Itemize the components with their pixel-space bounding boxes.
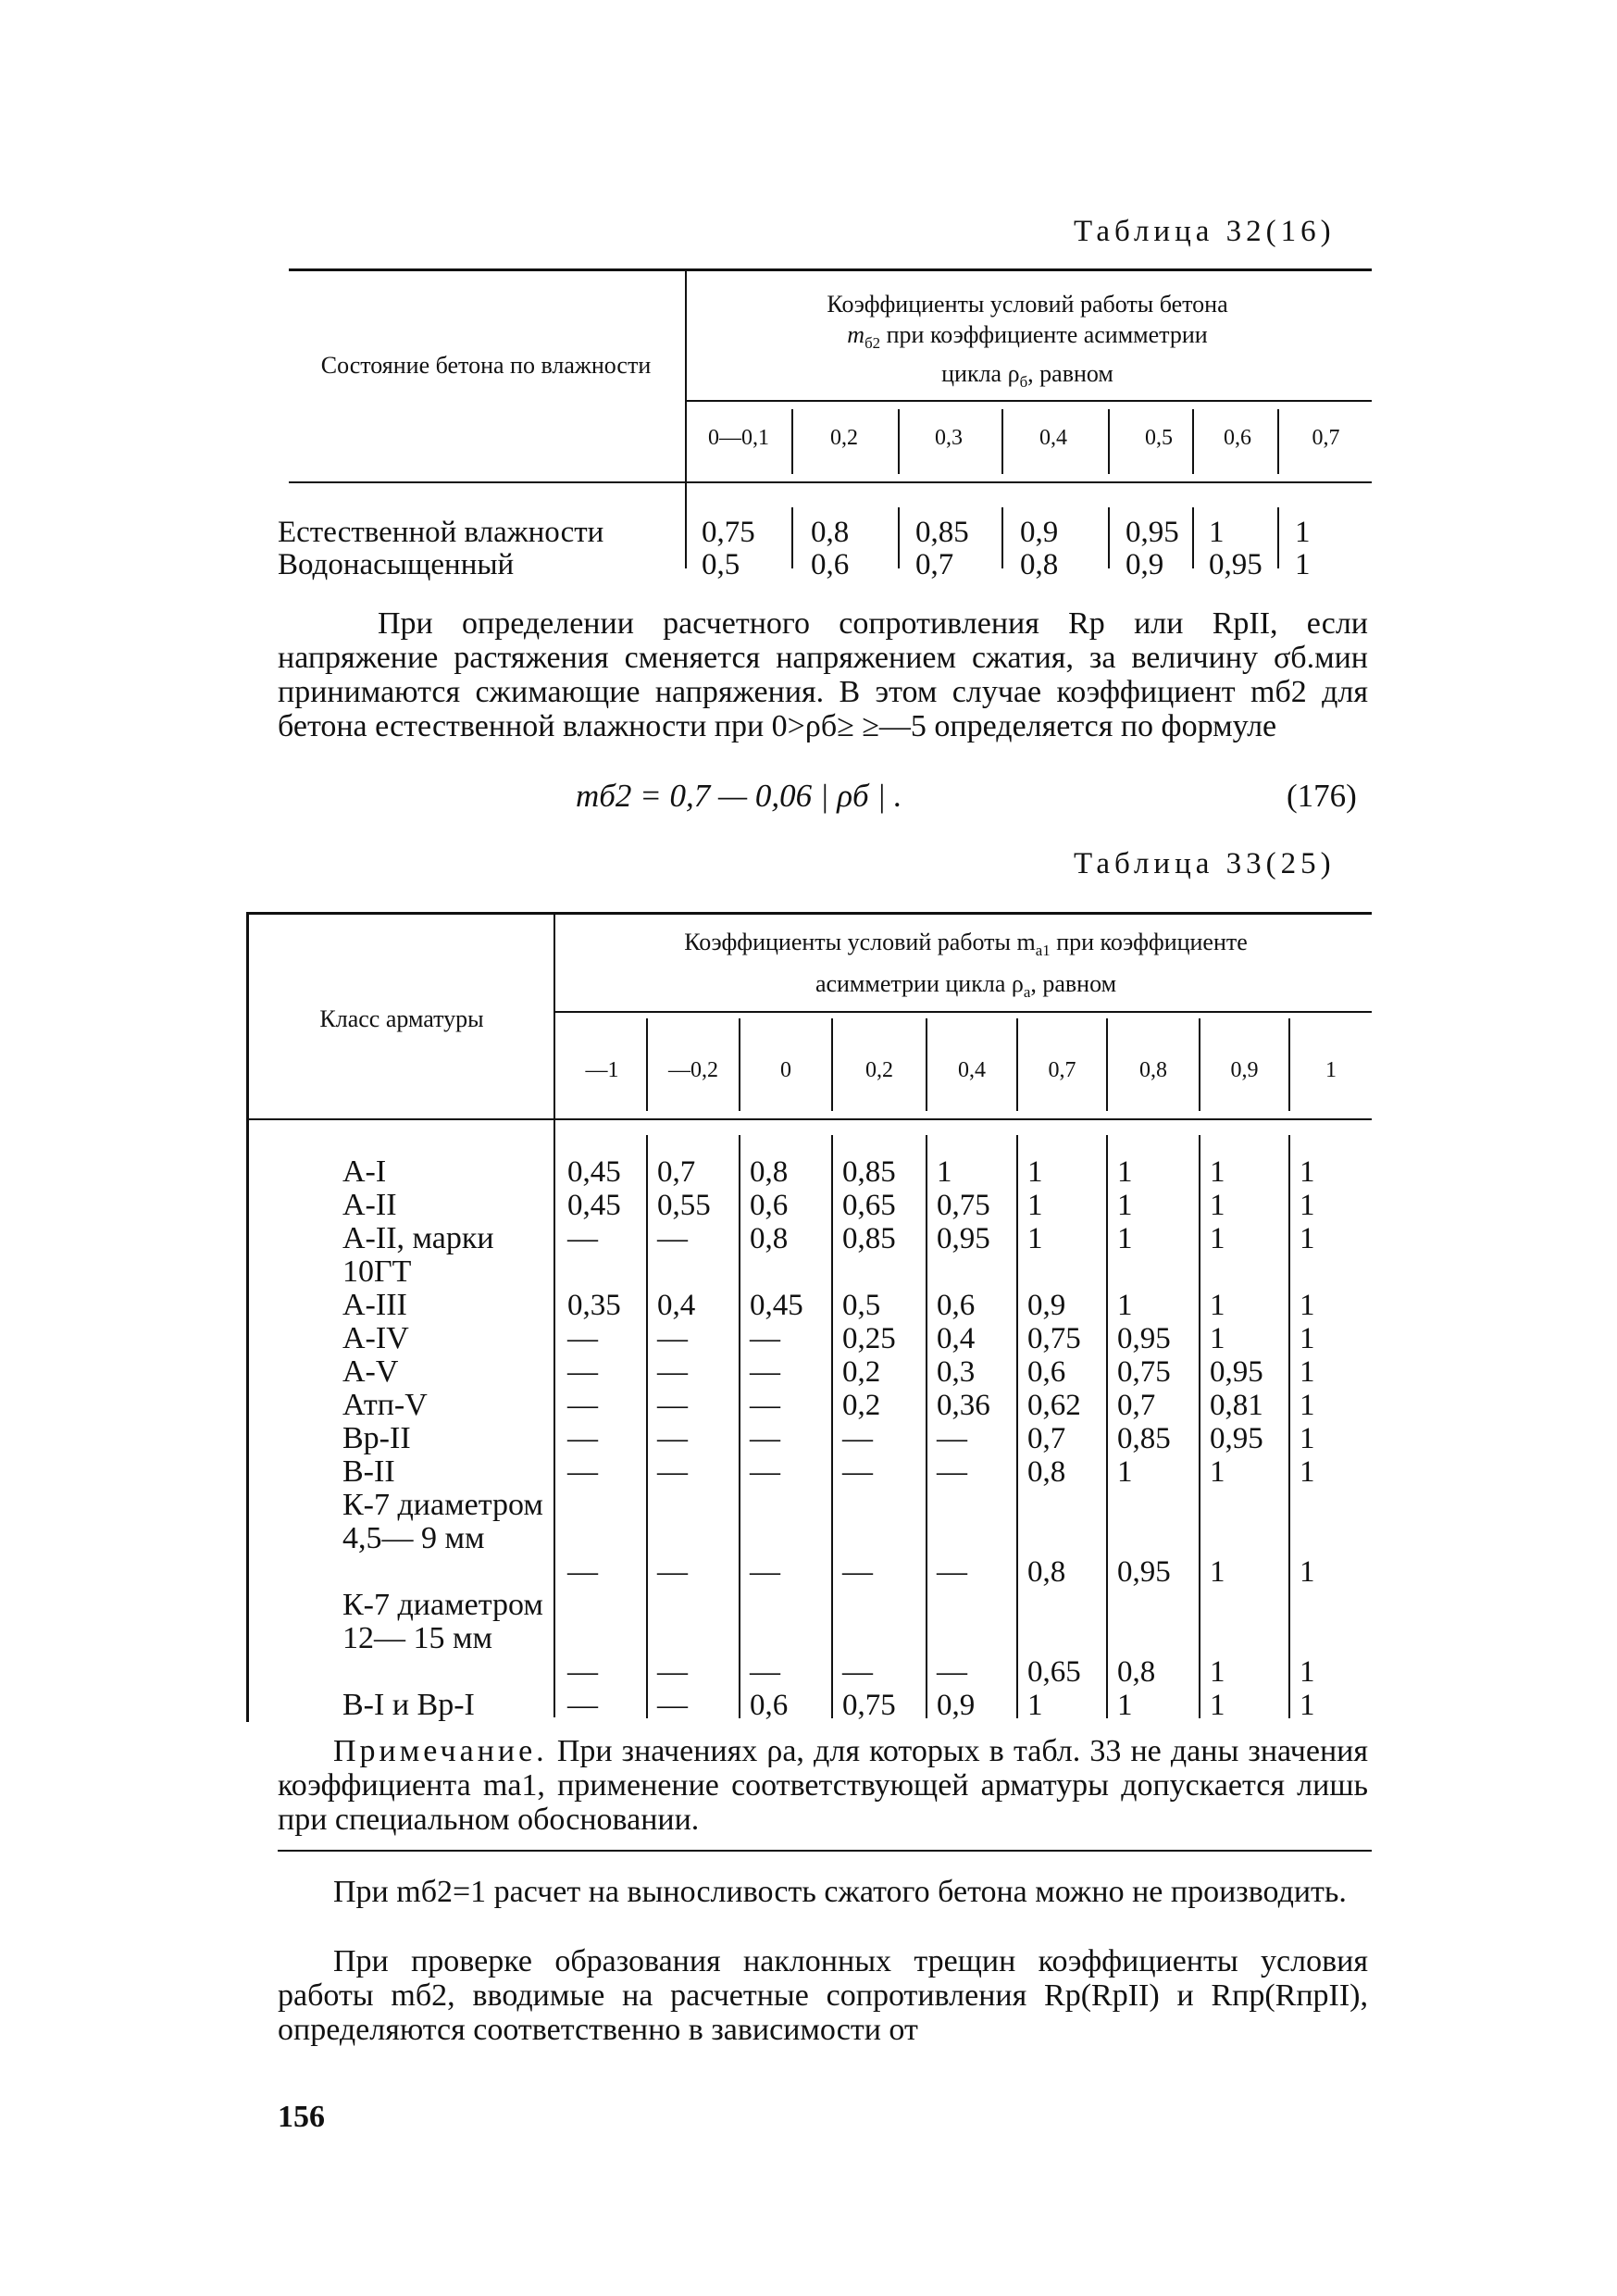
table32-cell: 0,8 — [1020, 548, 1059, 581]
table33-cell: — — [657, 1689, 688, 1722]
table32-header-bottom-rule — [289, 481, 1372, 483]
table33-cell: 1 — [1210, 1689, 1225, 1722]
table32-col-header: 0,7 — [1312, 426, 1340, 450]
table33-cell: 1 — [1210, 1222, 1225, 1255]
note-text: При значениях ρа, для которых в табл. 33 не даны значения коэффициента mа1, применение соответствующей арматуры допускается лишь при специальном обосновании. — [278, 1734, 1369, 1837]
table33-row-label: К-7 диаметром 4,5— 9 мм — [342, 1488, 543, 1555]
table33-cell: 0,9 — [937, 1689, 976, 1722]
table33-cell: 1 — [1117, 1289, 1133, 1322]
table32-row-label: Естественной влажности — [278, 516, 604, 549]
table33-cell: 0,85 — [1117, 1422, 1171, 1455]
table33-row-label: В-II — [342, 1454, 395, 1489]
table33-col-divider-header — [1016, 1018, 1018, 1111]
table33-col-divider-body — [646, 1135, 648, 1718]
table33-cell: 0,36 — [937, 1389, 990, 1422]
table33-col-header: 1 — [1325, 1058, 1337, 1082]
table32-col-divider-header — [898, 409, 900, 474]
table33-col-divider-header — [831, 1018, 833, 1111]
table33-cell: 1 — [1117, 1189, 1133, 1222]
table32-cell: 0,95 — [1126, 516, 1179, 549]
table33-cell: 1 — [1210, 1455, 1225, 1489]
table33-m-sub: а1 — [1035, 942, 1051, 960]
table32-cell: 0,9 — [1020, 516, 1059, 549]
table33-cell: 0,25 — [842, 1322, 896, 1355]
table33-cell: — — [750, 1389, 780, 1422]
table33-cell: 0,8 — [1027, 1455, 1066, 1489]
table33-cell: — — [567, 1655, 598, 1689]
table32-col-header: 0—0,1 — [708, 426, 769, 450]
table33-col-header: 0 — [780, 1058, 791, 1082]
page-number: 156 — [278, 2100, 325, 2134]
table33-cell: 1 — [1300, 1422, 1315, 1455]
note-label: Примечание. — [333, 1734, 548, 1768]
table33-group-rule — [555, 1011, 1372, 1013]
table33-col-header: 0,7 — [1048, 1058, 1076, 1082]
paragraph-2: При mб2=1 расчет на выносливость сжатого бетона можно не производить. — [333, 1875, 1347, 1909]
table33-line1-end: при коэффициенте — [1050, 929, 1248, 955]
table32-col-divider-body — [1192, 507, 1194, 568]
table33-row-label: А-I — [342, 1154, 387, 1189]
note-bottom-rule — [278, 1850, 1372, 1852]
table33-cell: 1 — [1210, 1289, 1225, 1322]
table32-col-divider-header — [1108, 409, 1110, 474]
table33-cell: — — [657, 1222, 688, 1255]
table33-cell: 1 — [1117, 1222, 1133, 1255]
table33-cell: 1 — [1300, 1222, 1315, 1255]
table33-header-bottom-rule — [248, 1118, 1372, 1120]
table33-cell: 0,75 — [1027, 1322, 1081, 1355]
table33-cell: — — [750, 1455, 780, 1489]
table32-top-rule — [289, 268, 1372, 271]
table33-row-label: В-I и Вр-I — [342, 1688, 475, 1722]
table33-cell: — — [750, 1655, 780, 1689]
table33-cell: 0,2 — [842, 1355, 881, 1389]
table33-cell: 0,5 — [842, 1289, 881, 1322]
table33-cell: 1 — [1300, 1322, 1315, 1355]
table33-cell: — — [750, 1422, 780, 1455]
table33-cell: 0,75 — [1117, 1355, 1171, 1389]
table33-col-divider-body — [1106, 1135, 1108, 1718]
table32-row-label: Водонасыщенный — [278, 548, 515, 581]
table33-cell: 1 — [1300, 1655, 1315, 1689]
table32-group-rule — [687, 400, 1372, 402]
table33-col-divider-header — [646, 1018, 648, 1111]
table33-cell: 1 — [1300, 1389, 1315, 1422]
formula: mб2 = 0,7 — 0,06 | ρб | . — [576, 778, 902, 814]
table33-cell: 0,55 — [657, 1189, 711, 1222]
table33-cell: 0,95 — [937, 1222, 990, 1255]
table33-group-header-line1 — [560, 926, 1372, 967]
table33-cell: 0,75 — [842, 1689, 896, 1722]
table33-cell: 1 — [1210, 1189, 1225, 1222]
table32-cell: 0,9 — [1126, 548, 1164, 581]
table33-cell: 1 — [1300, 1689, 1315, 1722]
table33-cell: 1 — [1300, 1289, 1315, 1322]
table32-col-divider-body — [1277, 507, 1279, 568]
table33-cell: 1 — [1210, 1155, 1225, 1189]
table32-col-header: 0,4 — [1039, 426, 1067, 450]
table33-col-divider-header — [1288, 1018, 1290, 1111]
table32-col-header: 0,6 — [1224, 426, 1251, 450]
table33-cell: 0,7 — [1117, 1389, 1156, 1422]
table33-cell: 0,45 — [750, 1289, 803, 1322]
table33-line1-text: Коэффициенты условий работы m — [684, 929, 1036, 955]
table33-col-divider-header — [1199, 1018, 1200, 1111]
table32-col-divider-header — [1001, 409, 1003, 474]
table33-cell: — — [842, 1422, 873, 1455]
table32-col-header: 0,3 — [935, 426, 963, 450]
table32-cell: 0,95 — [1209, 548, 1263, 581]
table33-cell: 0,85 — [842, 1222, 896, 1255]
table33-cell: — — [937, 1422, 967, 1455]
table33-col-header: 0,2 — [865, 1058, 893, 1082]
table32-cell: 0,5 — [702, 548, 740, 581]
table33-col-divider-body — [739, 1135, 740, 1718]
table32-col-divider-body — [791, 507, 793, 568]
table32-col-header-label: Состояние бетона по влажности — [320, 352, 652, 379]
table33-row-label: А-III — [342, 1288, 407, 1322]
table33-cell: 0,45 — [567, 1189, 621, 1222]
table32-col-divider-body — [1108, 507, 1110, 568]
table33-cell: 1 — [1210, 1655, 1225, 1689]
table33-cell: — — [567, 1322, 598, 1355]
table33-cell: — — [657, 1455, 688, 1489]
table33-cell: 1 — [1300, 1189, 1315, 1222]
table33-cell: 0,75 — [937, 1189, 990, 1222]
table33-col-header: —0,2 — [668, 1058, 718, 1082]
table33-cell: 0,65 — [842, 1189, 896, 1222]
table32-group-header-line1: Коэффициенты условий работы бетона — [827, 291, 1228, 318]
table33-cell: — — [657, 1655, 688, 1689]
table33-top-rule — [246, 912, 1372, 915]
table33-cell: 0,4 — [657, 1289, 696, 1322]
table33-cell: 0,6 — [1027, 1355, 1066, 1389]
table32-cell: 1 — [1295, 548, 1311, 581]
table33-cell: — — [750, 1555, 780, 1589]
table33-cell: 0,45 — [567, 1155, 621, 1189]
table32-cell: 1 — [1295, 516, 1311, 549]
table33-cell: — — [567, 1389, 598, 1422]
table33-cell: 0,8 — [750, 1155, 789, 1189]
table32-group-header — [690, 289, 1365, 397]
table33-cell: — — [750, 1322, 780, 1355]
table33-cell: — — [937, 1555, 967, 1589]
table32-line3-text: цикла ρ — [941, 360, 1020, 388]
table33-row-label: А-IV — [342, 1321, 409, 1355]
table33-cell: 0,3 — [937, 1355, 976, 1389]
table33-cell: — — [937, 1455, 967, 1489]
table33-cell: 1 — [1117, 1155, 1133, 1189]
table32-col-divider-header — [1277, 409, 1279, 474]
table33-cell: 0,8 — [750, 1222, 789, 1255]
table33-col-divider-body — [1288, 1135, 1290, 1718]
table32-col-header: 0,2 — [830, 426, 858, 450]
table33-col-header: 0,9 — [1230, 1058, 1259, 1082]
table32-line2-text: при коэффициенте асимметрии — [880, 321, 1208, 348]
table33-left-border — [246, 912, 249, 1722]
table33-col-divider-header — [1106, 1018, 1108, 1111]
table33-cell: 0,35 — [567, 1289, 621, 1322]
table33-cell: 0,4 — [937, 1322, 976, 1355]
table32-caption: Таблица 32(16) — [1074, 215, 1336, 248]
table33-cell: 0,62 — [1027, 1389, 1081, 1422]
table32-cell: 0,75 — [702, 516, 755, 549]
table33-cell: — — [657, 1422, 688, 1455]
table33-cell: 0,65 — [1027, 1655, 1081, 1689]
table32-col-divider-header — [1192, 409, 1194, 474]
table33-cell: — — [657, 1555, 688, 1589]
table33-col-divider-header — [739, 1018, 740, 1111]
table33-cell: — — [842, 1455, 873, 1489]
table32-col-divider-body — [1001, 507, 1003, 568]
table33-cell: 0,81 — [1210, 1389, 1263, 1422]
table33-caption: Таблица 33(25) — [1074, 847, 1336, 880]
table33-col-header: 0,8 — [1139, 1058, 1167, 1082]
table32-cell: 1 — [1209, 516, 1225, 549]
table32-cell: 0,6 — [811, 548, 850, 581]
table33-cell: 0,85 — [842, 1155, 896, 1189]
table33-cell: 0,7 — [657, 1155, 696, 1189]
table33-cell: 0,6 — [750, 1189, 789, 1222]
table32-col-divider-body — [898, 507, 900, 568]
table33-cell: 1 — [1300, 1155, 1315, 1189]
table33-cell: — — [842, 1655, 873, 1689]
table32-cell: 0,85 — [915, 516, 969, 549]
table33-col-divider-header — [926, 1018, 927, 1111]
table33-cell: — — [567, 1689, 598, 1722]
table33-cell: — — [567, 1455, 598, 1489]
table33-cell: 0,6 — [937, 1289, 976, 1322]
paragraph-1: При определении расчетного сопротивления Rр или Rр​II, если напряжение растяжения сменяется напряжением сжатия, за величину σб.мин принимаются сжимающие напряжения. В этом случае коэффициент mб2 для бетона естественной влажности при 0>ρб≥ ≥—5 определяется по формуле — [278, 606, 1368, 743]
table33-cell: — — [842, 1555, 873, 1589]
table33-cell: — — [937, 1655, 967, 1689]
table33-cell: — — [567, 1555, 598, 1589]
table32-rho-sub: б — [1019, 373, 1028, 392]
table33-cell: — — [567, 1355, 598, 1389]
paragraph-3: При проверке образования наклонных трещин коэффициенты условия работы mб2, вводимые на расчетные сопротивления Rр(RрII) и Rпр(RпрII), определяются соответственно в зависимости от — [278, 1944, 1368, 2047]
table33-cell: 1 — [937, 1155, 952, 1189]
table32-group-header-line2 — [690, 319, 1365, 358]
table33-cell: 1 — [1027, 1155, 1043, 1189]
table32-cell: 0,8 — [811, 516, 850, 549]
table32-label-divider — [685, 270, 687, 568]
table33-line2-end: , равном — [1030, 970, 1117, 998]
table32-m-symbol: m — [847, 321, 865, 348]
table33-col-divider-body — [831, 1135, 833, 1718]
table33-cell: 1 — [1117, 1455, 1133, 1489]
table33-group-header — [560, 926, 1372, 1009]
table33-cell: 0,95 — [1117, 1555, 1171, 1589]
table33-cell: 0,2 — [842, 1389, 881, 1422]
table33-row-label: Вр-II — [342, 1421, 411, 1455]
table33-cell: 1 — [1300, 1555, 1315, 1589]
note — [278, 1734, 1368, 1837]
table33-col-divider-body — [1016, 1135, 1018, 1718]
table33-cell: 0,6 — [750, 1689, 789, 1722]
table32-col-divider-header — [791, 409, 793, 474]
table33-cell: 1 — [1027, 1189, 1043, 1222]
table33-row-label: К-7 диаметром 12— 15 мм — [342, 1588, 543, 1655]
table33-cell: 1 — [1210, 1322, 1225, 1355]
table33-row-label: А-V — [342, 1354, 399, 1389]
table33-cell: 0,8 — [1117, 1655, 1156, 1689]
table33-cell: 0,8 — [1027, 1555, 1066, 1589]
table33-rho-sub: а — [1023, 983, 1031, 1002]
table33-col-header: 0,4 — [958, 1058, 986, 1082]
table33-cell: 1 — [1027, 1689, 1043, 1722]
table33-cell: 1 — [1117, 1689, 1133, 1722]
table33-group-header-line2 — [560, 967, 1372, 1009]
table33-cell: 1 — [1027, 1222, 1043, 1255]
table33-cell: 0,7 — [1027, 1422, 1066, 1455]
table33-line2-text: асимметрии цикла ρ — [815, 970, 1024, 998]
table33-cell: — — [657, 1389, 688, 1422]
table33-row-label: А-II — [342, 1188, 397, 1222]
table32-cell: 0,7 — [915, 548, 954, 581]
table33-cell: 1 — [1210, 1555, 1225, 1589]
table33-cell: 0,95 — [1210, 1422, 1263, 1455]
table32-group-header-line3 — [690, 358, 1365, 397]
table33-cell: — — [657, 1355, 688, 1389]
table32-m-sub: б2 — [864, 334, 881, 353]
table32-col-header: 0,5 — [1145, 426, 1173, 450]
table33-cell: 0,9 — [1027, 1289, 1066, 1322]
table33-cell: — — [657, 1322, 688, 1355]
table33-cell: 0,95 — [1210, 1355, 1263, 1389]
formula-number: (176) — [1287, 778, 1357, 814]
table33-row-label: Атп-V — [342, 1388, 428, 1422]
table32-line3-end: , равном — [1027, 360, 1113, 388]
table33-col-header: —1 — [585, 1058, 619, 1082]
table33-col-divider-body — [926, 1135, 927, 1718]
table33-cell: — — [567, 1222, 598, 1255]
table33-cell: 1 — [1300, 1455, 1315, 1489]
table33-label-divider — [554, 914, 555, 1717]
table33-cell: — — [750, 1355, 780, 1389]
table33-col-divider-body — [1199, 1135, 1200, 1718]
table33-cell: — — [567, 1422, 598, 1455]
table33-cell: 1 — [1300, 1355, 1315, 1389]
table33-row-label: А-II, марки 10ГТ — [342, 1221, 494, 1289]
table33-cell: 0,95 — [1117, 1322, 1171, 1355]
table33-col-header-label: Класс арматуры — [319, 1005, 484, 1032]
